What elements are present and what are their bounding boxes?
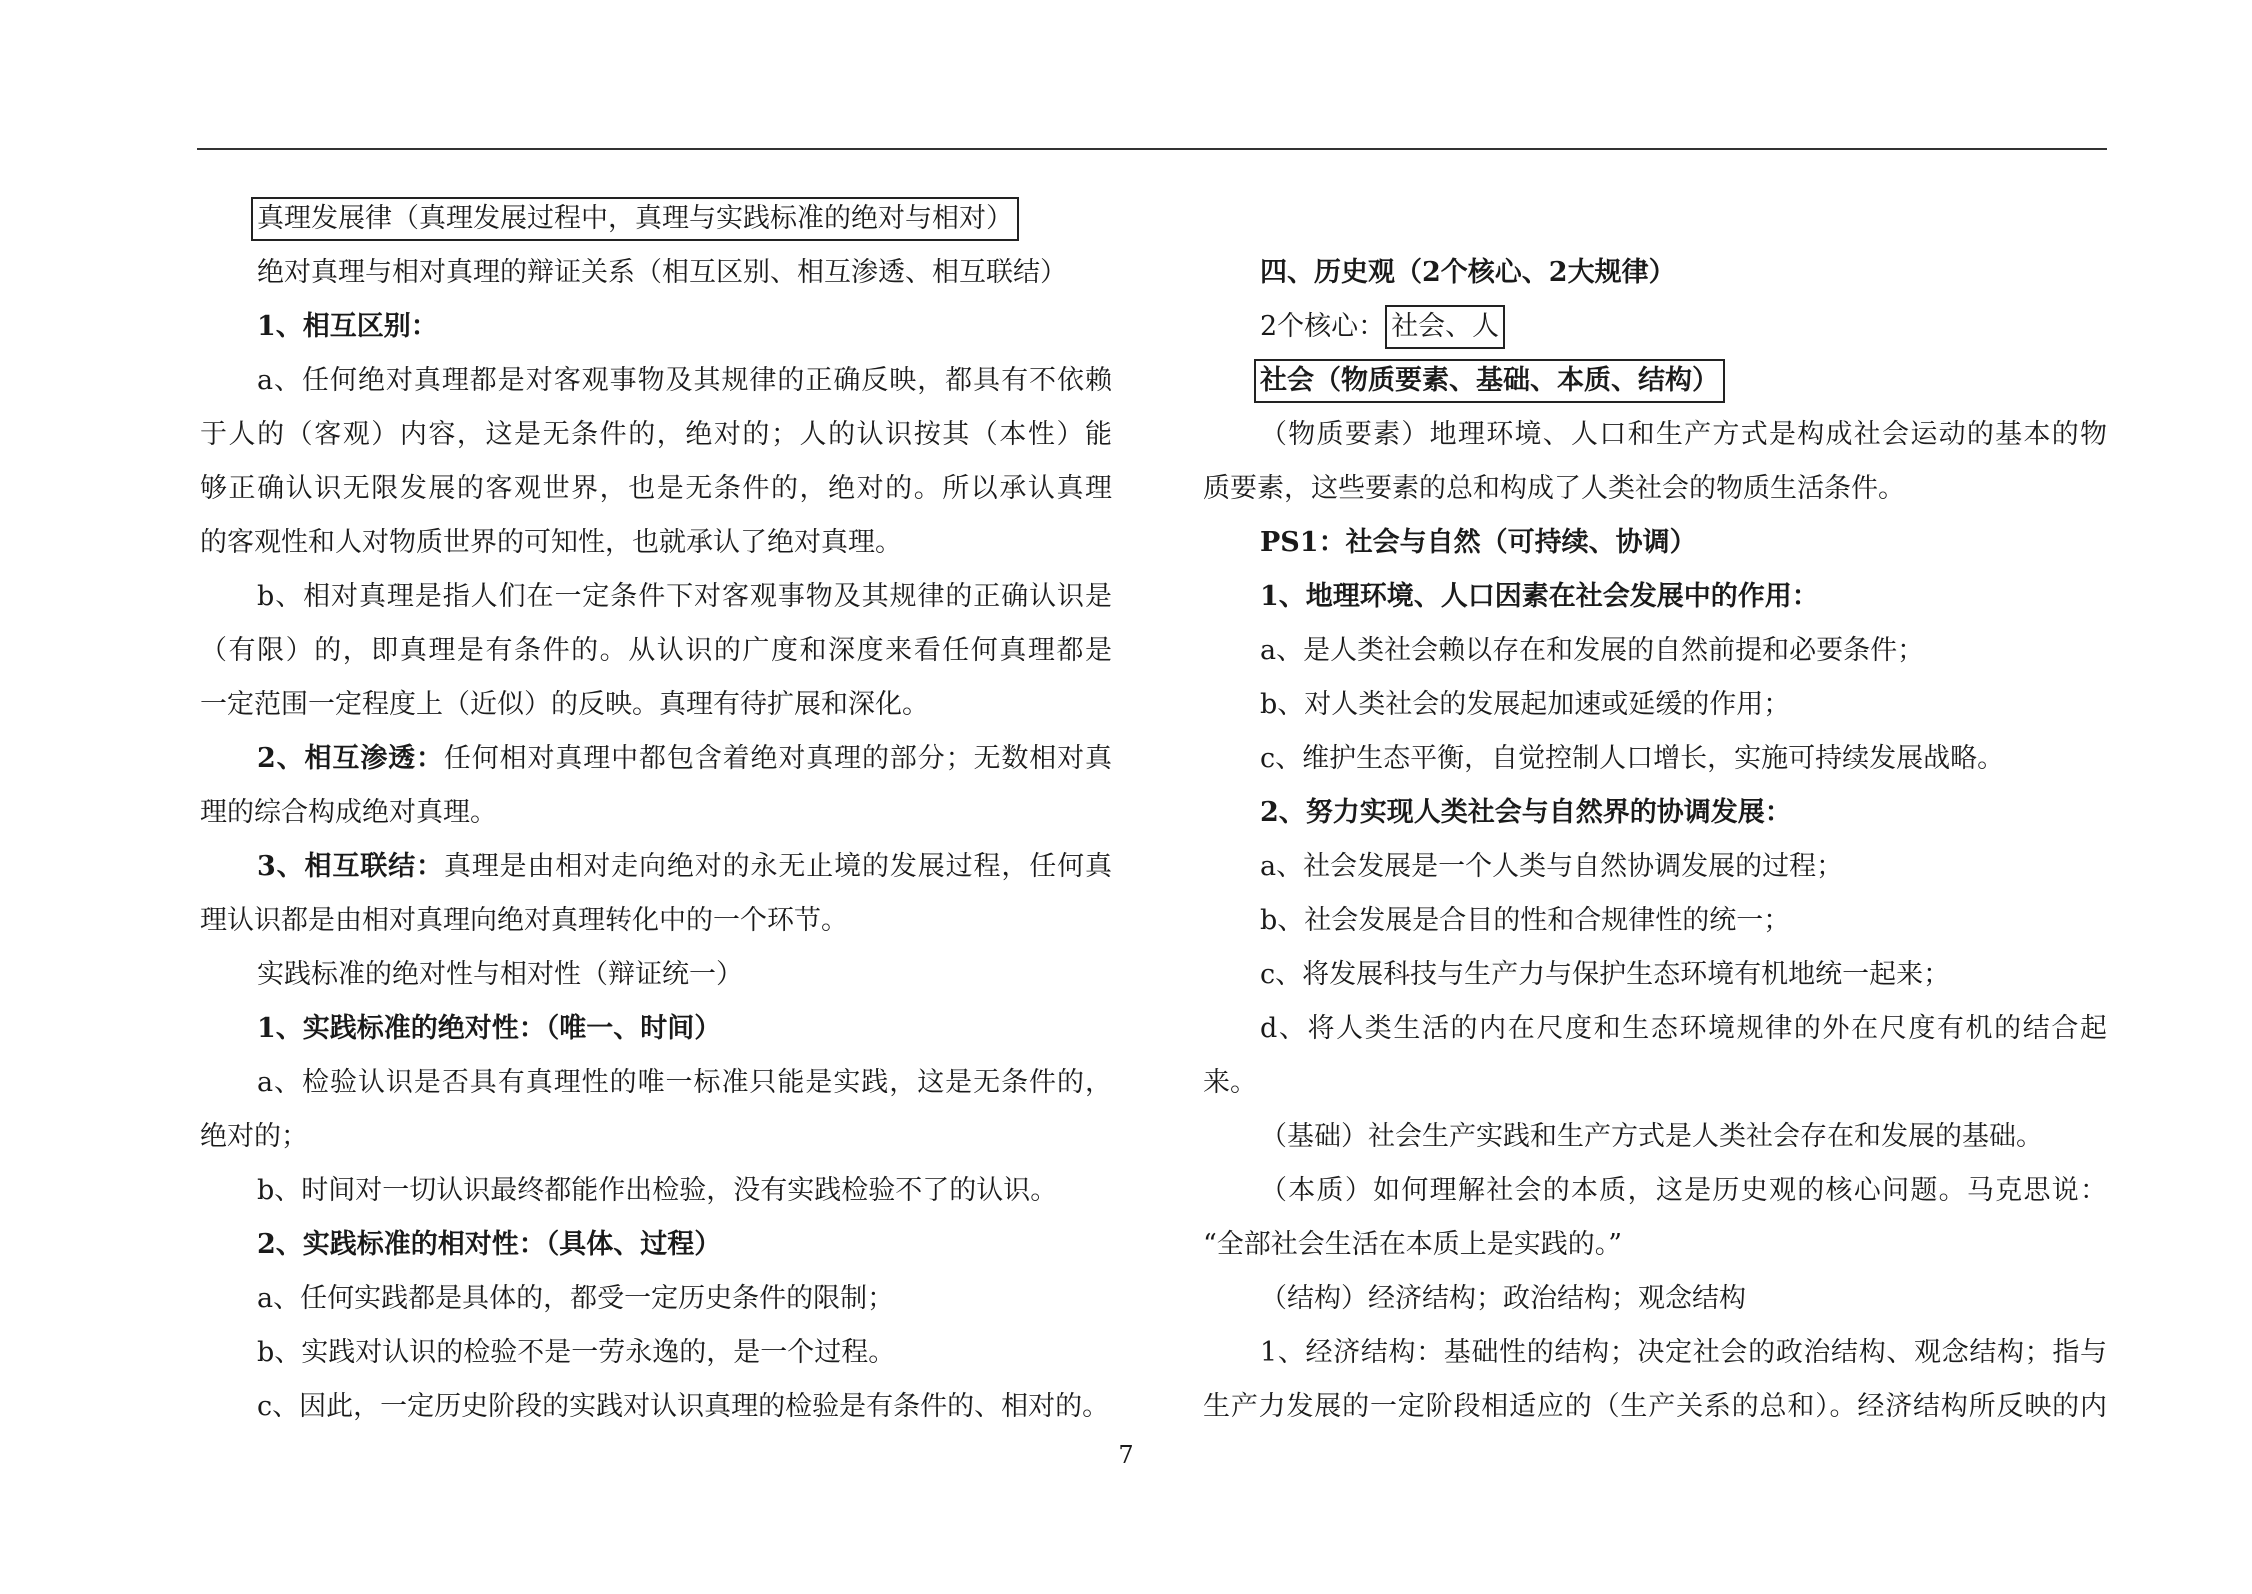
truth-law-heading-box: 真理发展律（真理发展过程中，真理与实践标准的绝对与相对） [251, 197, 1019, 241]
spacer-line [1203, 192, 2107, 246]
right-column [1203, 192, 2107, 1434]
mutual-penetration-line [200, 732, 1112, 786]
paragraph-line: b、实践对认识的检验不是一劳永逸的，是一个过程。 [257, 1337, 896, 1368]
paragraph-line: d、将人类生活的内在尺度和生态环境规律的外在尺度有机的结合起 [1260, 1013, 2107, 1044]
paragraph-line: （本质）如何理解社会的本质，这是历史观的核心问题。马克思说： [1260, 1175, 2107, 1206]
paragraph-line: c、将发展科技与生产力与保护生态环境有机地统一起来； [1260, 959, 1951, 990]
mutual-connection-label: 3、相互联结： [257, 851, 444, 882]
mutual-distinction-heading: 1、相互区别： [257, 311, 438, 342]
paragraph-line: （物质要素）地理环境、人口和生产方式是构成社会运动的基本的物 [1260, 419, 2107, 450]
paragraph-line: 理认识都是由相对真理向绝对真理转化中的一个环节。 [200, 905, 848, 936]
paragraph-line: c、因此，一定历史阶段的实践对认识真理的检验是有条件的、相对的。 [257, 1391, 1110, 1422]
paragraph-line: （结构）经济结构；政治结构；观念结构 [1260, 1283, 1746, 1314]
society-heading-line [1203, 354, 2107, 408]
two-cores-box: 社会、人 [1385, 305, 1505, 349]
paragraph-line: a、任何绝对真理都是对客观事物及其规律的正确反映，都具有不依赖 [257, 365, 1112, 396]
paragraph-line: a、检验认识是否具有真理性的唯一标准只能是实践，这是无条件的， [257, 1067, 1112, 1098]
paragraph-line: b、时间对一切认识最终都能作出检验，没有实践检验不了的认识。 [257, 1175, 1058, 1206]
mutual-connection-text: 真理是由相对走向绝对的永无止境的发展过程，任何真 [443, 851, 1112, 882]
history-view-heading: 四、历史观（2个核心、2大规律） [1260, 257, 1676, 288]
left-column [200, 192, 1112, 1434]
paragraph-line: 够正确认识无限发展的客观世界，也是无条件的，绝对的。所以承认真理 [200, 473, 1112, 504]
paragraph-line: 来。 [1203, 1067, 1257, 1098]
paragraph-line: “全部社会生活在本质上是实践的。” [1203, 1229, 1623, 1260]
geography-population-heading: 1、地理环境、人口因素在社会发展中的作用： [1260, 581, 1819, 612]
two-cores-label: 2个核心： [1260, 311, 1386, 342]
society-heading-box: 社会（物质要素、基础、本质、结构） [1254, 359, 1725, 403]
paragraph-line: （基础）社会生产实践和生产方式是人类社会存在和发展的基础。 [1260, 1121, 2043, 1152]
mutual-connection-line [200, 840, 1112, 894]
paragraph-line: 1、经济结构：基础性的结构；决定社会的政治结构、观念结构；指与 [1260, 1337, 2107, 1368]
paragraph-line: c、维护生态平衡，自觉控制人口增长，实施可持续发展战略。 [1260, 743, 2005, 774]
paragraph-line: a、是人类社会赖以存在和发展的自然前提和必要条件； [1260, 635, 1925, 666]
paragraph-line: b、对人类社会的发展起加速或延缓的作用； [1260, 689, 1791, 720]
practice-absolute-heading: 1、实践标准的绝对性：（唯一、时间） [257, 1013, 722, 1044]
paragraph-line: b、社会发展是合目的性和合规律性的统一； [1260, 905, 1791, 936]
paragraph-line: b、相对真理是指人们在一定条件下对客观事物及其规律的正确认识是 [257, 581, 1112, 612]
mutual-penetration-label: 2、相互渗透： [257, 743, 444, 774]
page-number: 7 [1118, 1441, 1134, 1469]
paragraph-line: a、任何实践都是具体的，都受一定历史条件的限制； [257, 1283, 895, 1314]
header-rule [197, 148, 2107, 150]
paragraph-line: a、社会发展是一个人类与自然协调发展的过程； [1260, 851, 1844, 882]
paragraph-line: 于人的（客观）内容，这是无条件的，绝对的；人的认识按其（本性）能 [200, 419, 1112, 450]
paragraph-line: 一定范围一定程度上（近似）的反映。真理有待扩展和深化。 [200, 689, 929, 720]
paragraph-line: 质要素，这些要素的总和构成了人类社会的物质生活条件。 [1203, 473, 1905, 504]
practice-relative-heading: 2、实践标准的相对性：（具体、过程） [257, 1229, 722, 1260]
ps1-heading: PS1：社会与自然（可持续、协调） [1260, 527, 1697, 558]
paragraph-line: 理的综合构成绝对真理。 [200, 797, 497, 828]
paragraph-line: 生产力发展的一定阶段相适应的（生产关系的总和）。经济结构所反映的内 [1203, 1391, 2107, 1422]
harmony-heading: 2、努力实现人类社会与自然界的协调发展： [1260, 797, 1792, 828]
paragraph-line: （有限）的，即真理是有条件的。从认识的广度和深度来看任何真理都是 [200, 635, 1112, 666]
two-cores-line [1203, 300, 2107, 354]
paragraph-line: 的客观性和人对物质世界的可知性，也就承认了绝对真理。 [200, 527, 902, 558]
absolute-relative-intro: 绝对真理与相对真理的辩证关系（相互区别、相互渗透、相互联结） [257, 257, 1067, 288]
practice-standard-intro: 实践标准的绝对性与相对性（辩证统一） [257, 959, 743, 990]
paragraph-line: 绝对的； [200, 1121, 308, 1152]
mutual-penetration-text: 任何相对真理中都包含着绝对真理的部分；无数相对真 [443, 743, 1112, 774]
truth-law-heading-line [200, 192, 1112, 246]
